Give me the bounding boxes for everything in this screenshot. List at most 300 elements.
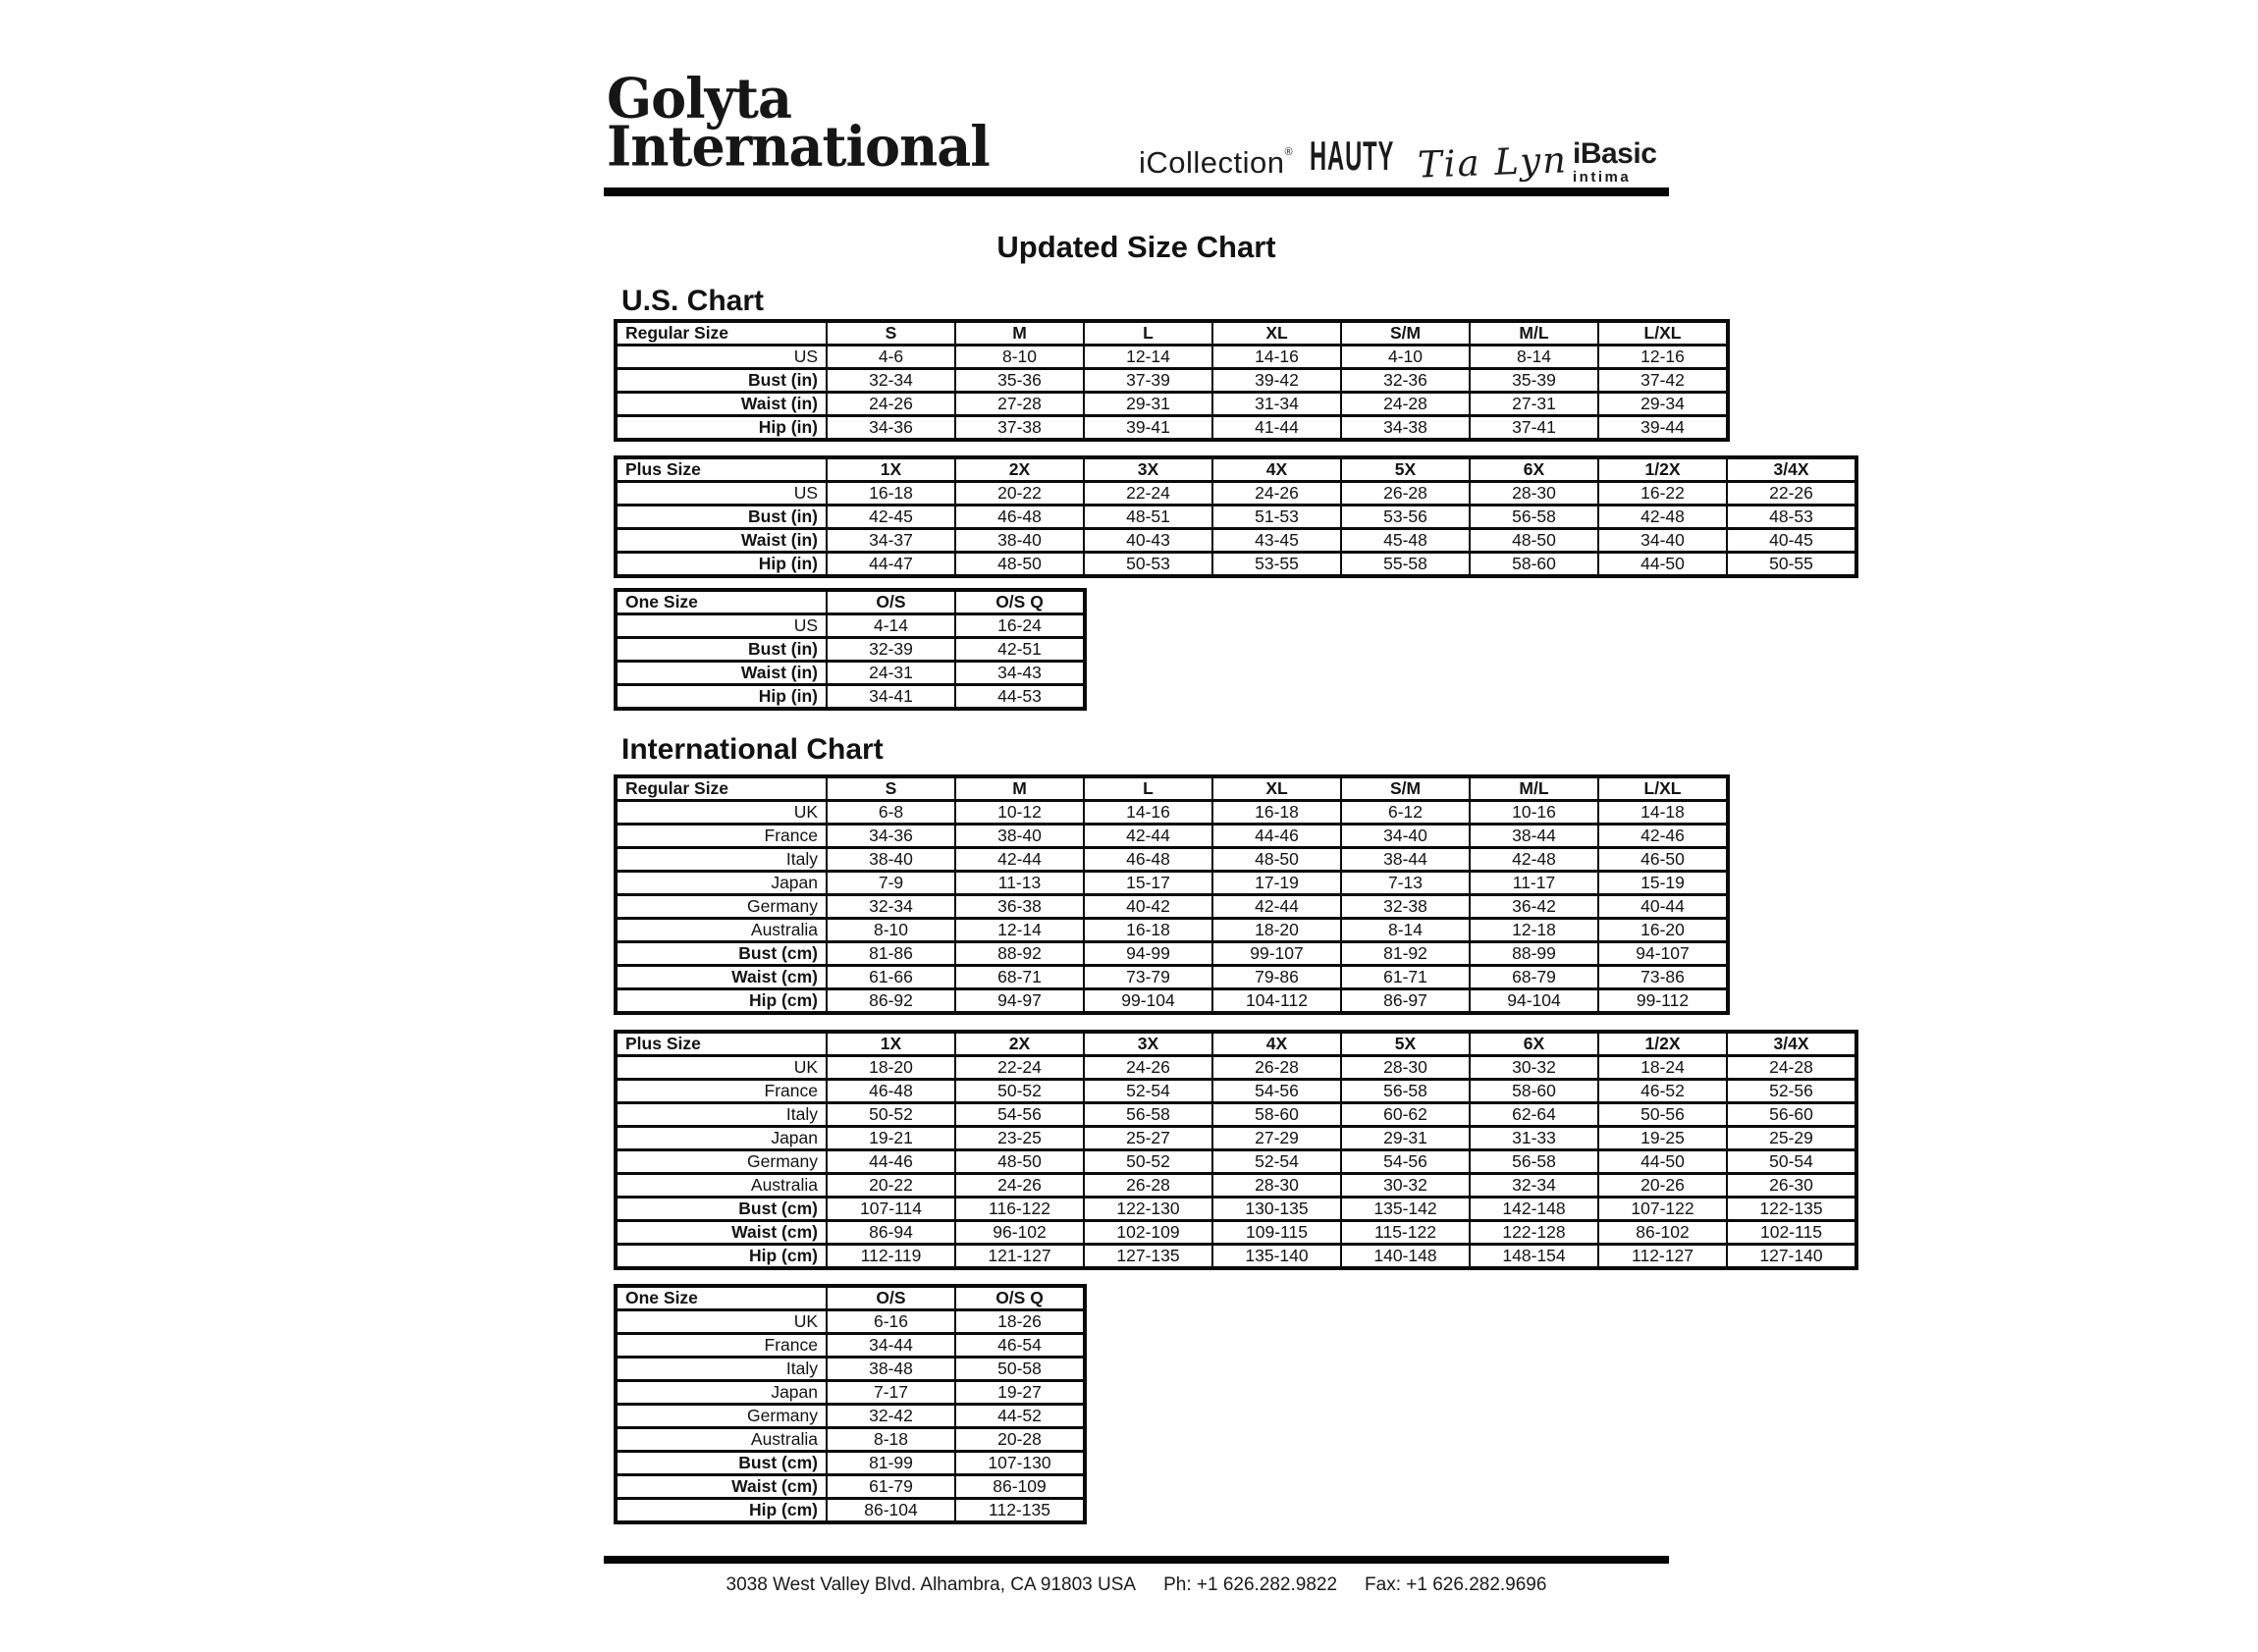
table-row [616, 825, 1728, 848]
size-cell: 94-97 [955, 989, 1084, 1014]
column-header: S [827, 321, 955, 346]
size-cell: 12-14 [1084, 346, 1212, 369]
row-label: Japan [616, 872, 827, 895]
size-cell: 50-52 [1084, 1150, 1212, 1174]
table-title-cell: One Size [616, 1286, 827, 1310]
size-cell: 20-22 [827, 1174, 955, 1198]
header-row [616, 1032, 1856, 1056]
table-row [616, 1310, 1085, 1334]
size-cell: 52-56 [1727, 1080, 1856, 1103]
size-cell: 34-41 [827, 685, 955, 710]
size-cell: 31-33 [1470, 1127, 1598, 1150]
row-label: Hip (cm) [616, 989, 827, 1014]
size-cell: 29-31 [1341, 1127, 1470, 1150]
brand-hauty-logo: HAUTY [1310, 133, 1395, 180]
size-cell: 50-56 [1598, 1103, 1727, 1127]
size-cell: 54-56 [1212, 1080, 1341, 1103]
size-cell: 39-42 [1212, 369, 1341, 393]
row-label: US [616, 482, 827, 506]
size-cell: 27-31 [1470, 393, 1598, 416]
brand-ibasic-text: iBasic [1573, 137, 1657, 170]
column-header: 5X [1341, 1032, 1470, 1056]
size-cell: 112-127 [1598, 1245, 1727, 1269]
size-cell: 42-44 [1212, 895, 1341, 919]
size-cell: 28-30 [1341, 1056, 1470, 1080]
size-cell: 15-17 [1084, 872, 1212, 895]
row-label: UK [616, 801, 827, 825]
size-cell: 48-50 [955, 1150, 1084, 1174]
table-row [616, 872, 1728, 895]
size-cell: 16-18 [1084, 919, 1212, 942]
size-cell: 8-14 [1470, 346, 1598, 369]
size-cell: 44-47 [827, 553, 955, 577]
size-cell: 22-26 [1727, 482, 1856, 506]
size-cell: 58-60 [1470, 1080, 1598, 1103]
size-cell: 24-26 [1212, 482, 1341, 506]
size-table-intl-plus [614, 1030, 1858, 1270]
column-header: S/M [1341, 776, 1470, 801]
column-header: L [1084, 321, 1212, 346]
column-header: 3/4X [1727, 457, 1856, 482]
table-row [616, 685, 1085, 710]
size-cell: 36-42 [1470, 895, 1598, 919]
size-cell: 24-26 [955, 1174, 1084, 1198]
size-cell: 99-104 [1084, 989, 1212, 1014]
size-cell: 42-51 [955, 638, 1085, 662]
size-cell: 23-25 [955, 1127, 1084, 1150]
size-cell: 34-43 [955, 662, 1085, 685]
column-header: S/M [1341, 321, 1470, 346]
column-header: M [955, 776, 1084, 801]
size-cell: 22-24 [955, 1056, 1084, 1080]
column-header: S [827, 776, 955, 801]
table-row [616, 1245, 1856, 1269]
table-row [616, 1221, 1856, 1245]
size-table-us-one [614, 588, 1087, 711]
size-cell: 10-16 [1470, 801, 1598, 825]
size-cell: 50-58 [955, 1358, 1085, 1381]
size-cell: 44-52 [955, 1405, 1085, 1428]
row-label: Waist (cm) [616, 1475, 827, 1499]
column-header: 1/2X [1598, 1032, 1727, 1056]
row-label: Bust (in) [616, 369, 827, 393]
size-cell: 56-58 [1470, 506, 1598, 529]
table-row [616, 482, 1856, 506]
row-label: Hip (in) [616, 685, 827, 710]
size-cell: 68-79 [1470, 966, 1598, 989]
size-cell: 140-148 [1341, 1245, 1470, 1269]
size-cell: 58-60 [1212, 1103, 1341, 1127]
size-cell: 34-40 [1598, 529, 1727, 553]
size-cell: 86-109 [955, 1475, 1085, 1499]
size-table-intl-regular [614, 774, 1730, 1015]
size-cell: 12-18 [1470, 919, 1598, 942]
size-cell: 99-107 [1212, 942, 1341, 966]
row-label: UK [616, 1056, 827, 1080]
column-header: M [955, 321, 1084, 346]
header-row [616, 457, 1856, 482]
table-title-cell: One Size [616, 590, 827, 614]
size-cell: 127-140 [1727, 1245, 1856, 1269]
size-cell: 56-58 [1341, 1080, 1470, 1103]
table-row [616, 942, 1728, 966]
table-row [616, 966, 1728, 989]
size-cell: 48-50 [955, 553, 1084, 577]
size-cell: 142-148 [1470, 1198, 1598, 1221]
footer-divider [604, 1556, 1669, 1564]
size-cell: 122-130 [1084, 1198, 1212, 1221]
table-row [616, 919, 1728, 942]
size-cell: 46-48 [1084, 848, 1212, 872]
size-cell: 55-58 [1341, 553, 1470, 577]
size-cell: 7-13 [1341, 872, 1470, 895]
table-row [616, 1405, 1085, 1428]
size-cell: 28-30 [1470, 482, 1598, 506]
section-heading-international-chart: International Chart [621, 733, 884, 766]
size-cell: 8-14 [1341, 919, 1470, 942]
size-cell: 73-79 [1084, 966, 1212, 989]
table-row [616, 989, 1728, 1014]
size-cell: 25-27 [1084, 1127, 1212, 1150]
size-cell: 28-30 [1212, 1174, 1341, 1198]
size-cell: 18-20 [1212, 919, 1341, 942]
size-cell: 27-28 [955, 393, 1084, 416]
table-row [616, 1198, 1856, 1221]
size-cell: 20-22 [955, 482, 1084, 506]
table-row [616, 506, 1856, 529]
size-cell: 81-99 [827, 1452, 955, 1475]
size-cell: 26-28 [1212, 1056, 1341, 1080]
size-cell: 32-42 [827, 1405, 955, 1428]
size-cell: 58-60 [1470, 553, 1598, 577]
column-header: 3X [1084, 1032, 1212, 1056]
size-cell: 19-25 [1598, 1127, 1727, 1150]
size-cell: 54-56 [955, 1103, 1084, 1127]
table-row [616, 369, 1728, 393]
size-cell: 16-22 [1598, 482, 1727, 506]
size-cell: 94-104 [1470, 989, 1598, 1014]
footer-contact [604, 1574, 1669, 1596]
row-label: France [616, 1334, 827, 1358]
size-cell: 94-99 [1084, 942, 1212, 966]
footer-address: 3038 West Valley Blvd. Alhambra, CA 91803 USA [726, 1574, 1137, 1595]
size-cell: 99-112 [1598, 989, 1728, 1014]
size-cell: 60-62 [1341, 1103, 1470, 1127]
row-label: Waist (in) [616, 393, 827, 416]
row-label: Bust (cm) [616, 942, 827, 966]
row-label: Italy [616, 1358, 827, 1381]
registered-trademark-icon: ® [1284, 146, 1294, 158]
size-cell: 34-36 [827, 825, 955, 848]
row-label: Hip (in) [616, 553, 827, 577]
size-cell: 135-140 [1212, 1245, 1341, 1269]
size-cell: 68-71 [955, 966, 1084, 989]
table-slot-us-regular [614, 319, 1730, 442]
table-row [616, 1127, 1856, 1150]
size-cell: 18-20 [827, 1056, 955, 1080]
size-cell: 39-44 [1598, 416, 1728, 441]
size-cell: 32-34 [1470, 1174, 1598, 1198]
size-cell: 56-60 [1727, 1103, 1856, 1127]
size-cell: 148-154 [1470, 1245, 1598, 1269]
size-table-us-regular [614, 319, 1730, 442]
size-cell: 61-79 [827, 1475, 955, 1499]
table-row [616, 416, 1728, 441]
size-cell: 34-36 [827, 416, 955, 441]
size-cell: 27-29 [1212, 1127, 1341, 1150]
logo-line-1: Golyta [607, 65, 791, 132]
size-cell: 38-40 [955, 529, 1084, 553]
size-cell: 38-40 [827, 848, 955, 872]
row-label: Hip (cm) [616, 1245, 827, 1269]
size-cell: 42-48 [1470, 848, 1598, 872]
size-cell: 7-17 [827, 1381, 955, 1405]
logo-line-2: International [607, 113, 990, 180]
row-label: Germany [616, 1405, 827, 1428]
row-label: Italy [616, 1103, 827, 1127]
size-cell: 50-52 [827, 1103, 955, 1127]
table-title-cell: Plus Size [616, 1032, 827, 1056]
table-row [616, 848, 1728, 872]
row-label: Australia [616, 1174, 827, 1198]
size-cell: 73-86 [1598, 966, 1728, 989]
size-cell: 24-31 [827, 662, 955, 685]
size-cell: 109-115 [1212, 1221, 1341, 1245]
table-title-cell: Regular Size [616, 776, 827, 801]
row-label: UK [616, 1310, 827, 1334]
table-slot-us-plus [614, 455, 1858, 578]
column-header: O/S Q [955, 1286, 1085, 1310]
size-cell: 6-16 [827, 1310, 955, 1334]
size-cell: 44-50 [1598, 553, 1727, 577]
row-label: Australia [616, 919, 827, 942]
size-cell: 56-58 [1084, 1103, 1212, 1127]
row-label: Japan [616, 1127, 827, 1150]
size-cell: 18-24 [1598, 1056, 1727, 1080]
size-cell: 32-38 [1341, 895, 1470, 919]
size-cell: 31-34 [1212, 393, 1341, 416]
size-cell: 7-9 [827, 872, 955, 895]
size-cell: 32-39 [827, 638, 955, 662]
column-header: XL [1212, 321, 1341, 346]
size-cell: 44-53 [955, 685, 1085, 710]
size-cell: 112-135 [955, 1499, 1085, 1523]
size-cell: 86-97 [1341, 989, 1470, 1014]
size-cell: 135-142 [1341, 1198, 1470, 1221]
size-cell: 20-28 [955, 1428, 1085, 1452]
size-cell: 81-92 [1341, 942, 1470, 966]
brand-ibasic-logo [1573, 139, 1656, 185]
size-cell: 14-16 [1084, 801, 1212, 825]
size-cell: 12-16 [1598, 346, 1728, 369]
size-cell: 115-122 [1341, 1221, 1470, 1245]
row-label: Hip (cm) [616, 1499, 827, 1523]
size-cell: 42-44 [955, 848, 1084, 872]
size-cell: 62-64 [1470, 1103, 1598, 1127]
size-table-intl-one [614, 1284, 1087, 1524]
size-cell: 42-48 [1598, 506, 1727, 529]
column-header: 2X [955, 1032, 1084, 1056]
size-cell: 34-38 [1341, 416, 1470, 441]
size-cell: 30-32 [1470, 1056, 1598, 1080]
row-label: Waist (cm) [616, 966, 827, 989]
size-cell: 96-102 [955, 1221, 1084, 1245]
row-label: France [616, 825, 827, 848]
size-cell: 29-31 [1084, 393, 1212, 416]
row-label: Waist (in) [616, 662, 827, 685]
brand-icollection-text: iCollection [1139, 145, 1285, 180]
header-row [616, 1286, 1085, 1310]
size-cell: 4-14 [827, 614, 955, 638]
size-cell: 112-119 [827, 1245, 955, 1269]
row-label: Bust (in) [616, 638, 827, 662]
column-header: 1X [827, 1032, 955, 1056]
column-header: 3/4X [1727, 1032, 1856, 1056]
size-cell: 18-26 [955, 1310, 1085, 1334]
size-cell: 34-37 [827, 529, 955, 553]
size-cell: 6-8 [827, 801, 955, 825]
table-row [616, 1334, 1085, 1358]
size-cell: 8-10 [827, 919, 955, 942]
size-cell: 16-20 [1598, 919, 1728, 942]
table-row [616, 1080, 1856, 1103]
size-cell: 50-53 [1084, 553, 1212, 577]
size-cell: 38-40 [955, 825, 1084, 848]
size-cell: 54-56 [1341, 1150, 1470, 1174]
size-cell: 107-114 [827, 1198, 955, 1221]
footer-fax: Fax: +1 626.282.9696 [1365, 1574, 1547, 1595]
size-cell: 40-43 [1084, 529, 1212, 553]
brand-ibasic-subtext: intima [1573, 169, 1632, 186]
size-cell: 46-48 [827, 1080, 955, 1103]
header-divider [604, 187, 1669, 196]
size-cell: 32-34 [827, 895, 955, 919]
size-cell: 29-34 [1598, 393, 1728, 416]
size-cell: 16-18 [827, 482, 955, 506]
size-cell: 20-26 [1598, 1174, 1727, 1198]
size-table-us-plus [614, 455, 1858, 578]
header-row [616, 321, 1728, 346]
table-slot-us-one [614, 588, 1087, 711]
column-header: L/XL [1598, 321, 1728, 346]
size-cell: 41-44 [1212, 416, 1341, 441]
page-title: Updated Size Chart [996, 230, 1276, 264]
size-cell: 42-44 [1084, 825, 1212, 848]
size-cell: 10-12 [955, 801, 1084, 825]
size-cell: 48-50 [1470, 529, 1598, 553]
table-row [616, 1056, 1856, 1080]
size-cell: 11-13 [955, 872, 1084, 895]
size-cell: 4-6 [827, 346, 955, 369]
size-cell: 127-135 [1084, 1245, 1212, 1269]
size-cell: 37-42 [1598, 369, 1728, 393]
section-heading-us-chart: U.S. Chart [621, 285, 765, 317]
row-label: Bust (cm) [616, 1198, 827, 1221]
table-title-cell: Regular Size [616, 321, 827, 346]
table-row [616, 638, 1085, 662]
brand-tialyn-logo: Tia Lyn [1417, 138, 1569, 187]
size-cell: 35-39 [1470, 369, 1598, 393]
table-row [616, 553, 1856, 577]
size-cell: 44-50 [1598, 1150, 1727, 1174]
size-cell: 44-46 [827, 1150, 955, 1174]
size-cell: 51-53 [1212, 506, 1341, 529]
size-cell: 39-41 [1084, 416, 1212, 441]
brand-icollection-logo [1139, 145, 1293, 181]
size-cell: 43-45 [1212, 529, 1341, 553]
size-cell: 122-135 [1727, 1198, 1856, 1221]
size-cell: 42-45 [827, 506, 955, 529]
column-header: 6X [1470, 1032, 1598, 1056]
size-cell: 22-24 [1084, 482, 1212, 506]
row-label: Waist (cm) [616, 1221, 827, 1245]
size-cell: 88-99 [1470, 942, 1598, 966]
size-cell: 32-36 [1341, 369, 1470, 393]
column-header: 3X [1084, 457, 1212, 482]
size-cell: 14-16 [1212, 346, 1341, 369]
column-header: 5X [1341, 457, 1470, 482]
size-cell: 34-40 [1341, 825, 1470, 848]
size-cell: 30-32 [1341, 1174, 1470, 1198]
table-row [616, 529, 1856, 553]
size-cell: 26-28 [1341, 482, 1470, 506]
size-cell: 12-14 [955, 919, 1084, 942]
header-row [616, 776, 1728, 801]
size-cell: 24-26 [827, 393, 955, 416]
column-header: O/S [827, 1286, 955, 1310]
size-cell: 52-54 [1212, 1150, 1341, 1174]
row-label: Hip (in) [616, 416, 827, 441]
size-cell: 94-107 [1598, 942, 1728, 966]
size-cell: 42-46 [1598, 825, 1728, 848]
size-cell: 46-52 [1598, 1080, 1727, 1103]
row-label: Italy [616, 848, 827, 872]
size-cell: 24-26 [1084, 1056, 1212, 1080]
size-cell: 116-122 [955, 1198, 1084, 1221]
size-cell: 8-10 [955, 346, 1084, 369]
size-cell: 61-71 [1341, 966, 1470, 989]
table-row [616, 1358, 1085, 1381]
size-cell: 86-92 [827, 989, 955, 1014]
column-header: 4X [1212, 457, 1341, 482]
size-cell: 86-104 [827, 1499, 955, 1523]
size-cell: 38-44 [1341, 848, 1470, 872]
size-cell: 46-48 [955, 506, 1084, 529]
column-header: 6X [1470, 457, 1598, 482]
column-header: XL [1212, 776, 1341, 801]
size-cell: 16-18 [1212, 801, 1341, 825]
size-cell: 6-12 [1341, 801, 1470, 825]
size-cell: 50-52 [955, 1080, 1084, 1103]
size-cell: 50-55 [1727, 553, 1856, 577]
size-cell: 24-28 [1341, 393, 1470, 416]
size-cell: 122-128 [1470, 1221, 1598, 1245]
size-cell: 86-94 [827, 1221, 955, 1245]
size-cell: 45-48 [1341, 529, 1470, 553]
company-logo [607, 65, 990, 180]
table-row [616, 1381, 1085, 1405]
size-cell: 48-53 [1727, 506, 1856, 529]
table-row [616, 1150, 1856, 1174]
size-cell: 44-46 [1212, 825, 1341, 848]
size-cell: 81-86 [827, 942, 955, 966]
table-row [616, 1103, 1856, 1127]
row-label: Australia [616, 1428, 827, 1452]
size-cell: 53-56 [1341, 506, 1470, 529]
table-slot-intl-one [614, 1284, 1087, 1524]
column-header: O/S [827, 590, 955, 614]
row-label: France [616, 1080, 827, 1103]
